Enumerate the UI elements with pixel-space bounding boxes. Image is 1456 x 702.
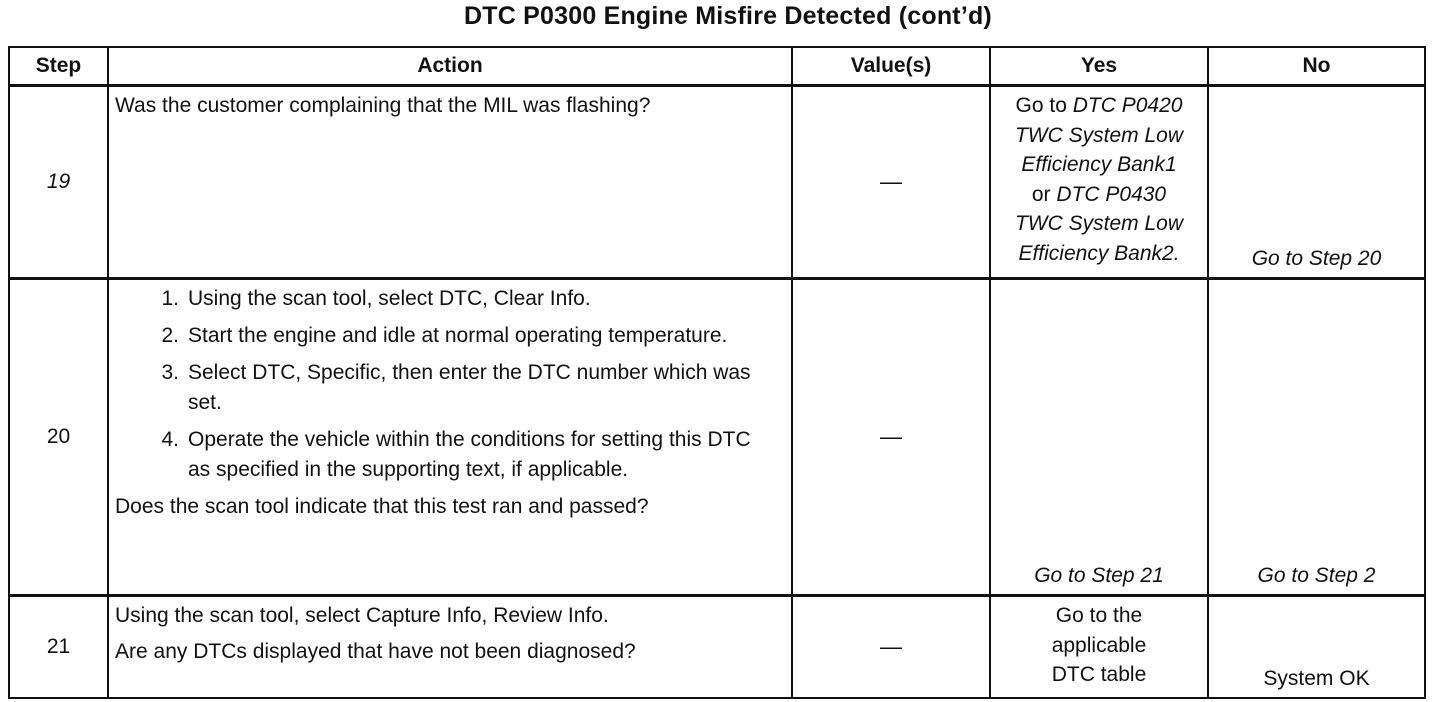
step-number: 20 bbox=[9, 279, 108, 596]
column-header-action: Action bbox=[108, 47, 792, 86]
yes-cell bbox=[990, 86, 1208, 279]
yes-line: Efficiency Bank2. bbox=[1018, 241, 1180, 265]
yes-cell: Go to Step 21 bbox=[990, 279, 1208, 596]
column-header-step: Step bbox=[9, 47, 108, 86]
yes-line: TWC System Low bbox=[1014, 212, 1184, 235]
value-cell: — bbox=[792, 86, 990, 279]
column-header-values: Value(s) bbox=[792, 47, 990, 86]
column-header-yes: Yes bbox=[990, 47, 1208, 86]
yes-cell bbox=[990, 596, 1208, 699]
yes-line bbox=[991, 91, 1207, 121]
substep-text: Operate the vehicle within the conditions for setting this DTC as specified in the supporting text, if applicable. bbox=[188, 428, 751, 481]
value-cell: — bbox=[792, 596, 990, 699]
substep-item bbox=[145, 358, 785, 418]
yes-line-text: or bbox=[1031, 182, 1057, 206]
dtc-table bbox=[8, 46, 1426, 699]
no-cell: System OK bbox=[1208, 596, 1425, 699]
table-row bbox=[9, 86, 1425, 279]
action-question: Was the customer complaining that the MIL was flashing? bbox=[115, 94, 651, 117]
yes-line bbox=[991, 180, 1207, 210]
no-cell: Go to Step 20 bbox=[1208, 86, 1425, 279]
substep-number: 1. bbox=[161, 287, 179, 310]
substep-text: Start the engine and idle at normal operating temperature. bbox=[188, 324, 728, 347]
action-question: Does the scan tool indicate that this test ran and passed? bbox=[115, 495, 649, 518]
action-instruction: Using the scan tool, select Capture Info, Review Info. bbox=[115, 604, 609, 627]
substep-text: Select DTC, Specific, then enter the DTC number which was set. bbox=[188, 361, 751, 414]
yes-line: TWC System Low bbox=[1014, 123, 1184, 147]
yes-line: Efficiency Bank1 bbox=[1021, 153, 1177, 176]
substep-item bbox=[145, 321, 785, 351]
action-cell bbox=[108, 86, 792, 279]
yes-line: DTC table bbox=[1051, 663, 1147, 686]
dtc-reference: DTC P0420 bbox=[1072, 94, 1183, 117]
substep-item bbox=[145, 284, 785, 314]
dtc-reference: DTC P0430 bbox=[1056, 182, 1167, 206]
column-header-no: No bbox=[1208, 47, 1425, 86]
action-cell bbox=[108, 279, 792, 596]
yes-line: applicable bbox=[1051, 633, 1147, 657]
action-question: Are any DTCs displayed that have not been diagnosed? bbox=[115, 640, 636, 663]
page-title: DTC P0300 Engine Misfire Detected (cont’d) bbox=[464, 2, 992, 30]
yes-line-text: Go to bbox=[1015, 94, 1073, 117]
value-cell: — bbox=[792, 279, 990, 596]
substep-number: 3. bbox=[161, 361, 179, 384]
table-header-row bbox=[9, 47, 1425, 86]
yes-line: Go to the bbox=[1055, 604, 1143, 627]
substep-list bbox=[115, 284, 785, 485]
step-number: 19 bbox=[9, 86, 108, 279]
substep-text: Using the scan tool, select DTC, Clear Info. bbox=[188, 287, 591, 310]
substep-number: 4. bbox=[161, 428, 179, 451]
no-cell: Go to Step 2 bbox=[1208, 279, 1425, 596]
step-number: 21 bbox=[9, 596, 108, 699]
substep-item bbox=[145, 425, 785, 485]
substep-number: 2. bbox=[161, 324, 179, 347]
table-row bbox=[9, 279, 1425, 596]
action-cell bbox=[108, 596, 792, 699]
table-row bbox=[9, 596, 1425, 699]
